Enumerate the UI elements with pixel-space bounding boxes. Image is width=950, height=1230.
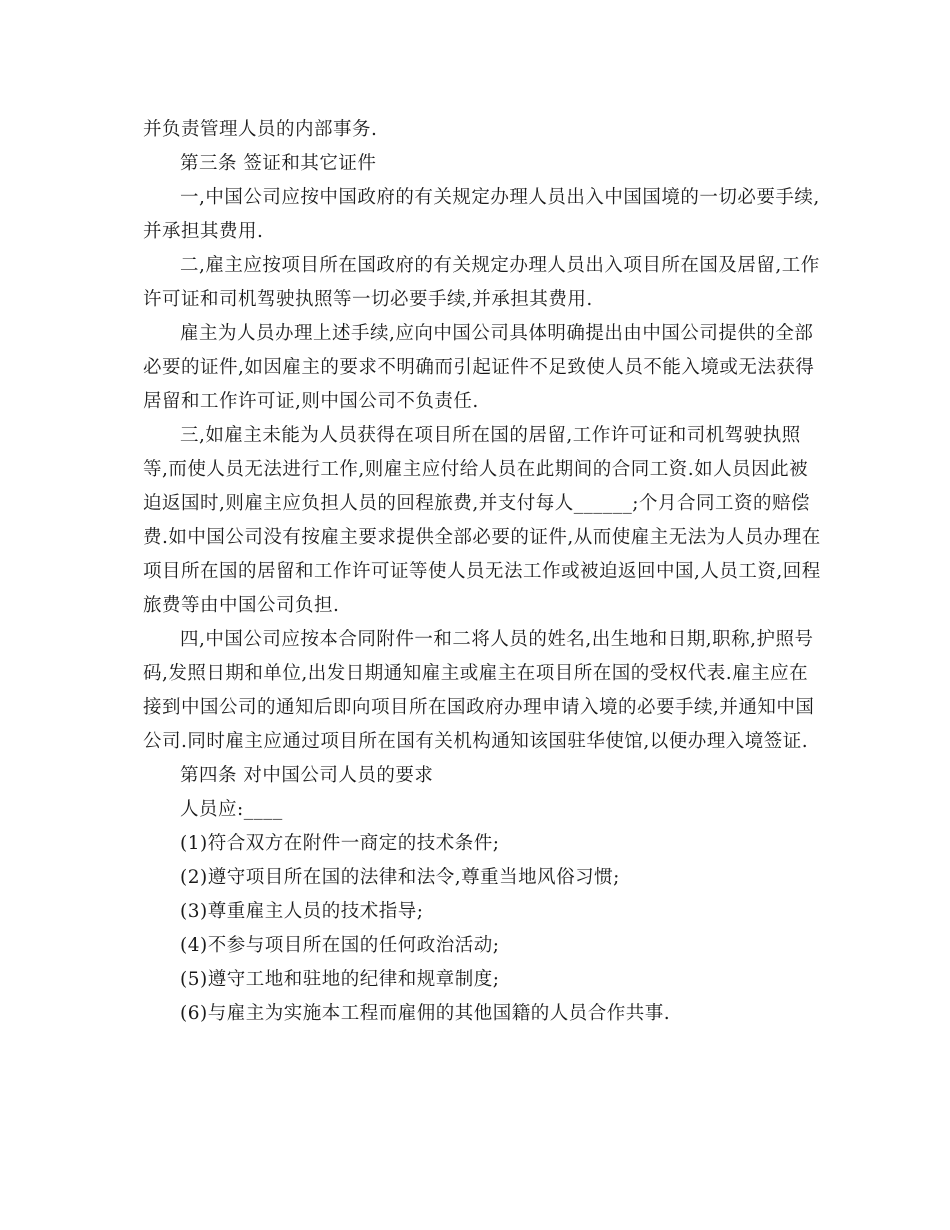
paragraph-personnel-shall (143, 793, 815, 827)
text-line: (5)遵守工地和驻地的纪律和规章制度; (180, 969, 500, 990)
text-line: 必要的证件,如因雇主的要求不明确而引起证件不足致使人员不能入境或无法获得 (143, 357, 815, 378)
text-line: 旅费等由中国公司负担. (143, 595, 340, 616)
text-line: 一,中国公司应按中国政府的有关规定办理人员出入中国国境的一切必要手续, (180, 187, 820, 208)
text-line: 公司.同时雇主应通过项目所在国有关机构通知该国驻华使馆,以便办理入境签证. (143, 731, 809, 752)
list-item-1 (143, 827, 815, 861)
list-item-6 (143, 997, 815, 1031)
paragraph-article-3-item-3 (143, 419, 821, 623)
text-line: 许可证和司机驾驶执照等一切必要手续,并承担其费用. (143, 289, 593, 310)
text-line: 项目所在国的居留和工作许可证等使人员无法工作或被迫返回中国,人员工资,回程 (143, 561, 821, 582)
text-line: 并负责管理人员的内部事务. (143, 119, 378, 140)
text-line: 码,发照日期和单位,出发日期通知雇主或雇主在项目所在国的受权代表.雇主应在 (143, 663, 809, 684)
paragraph-article-3-item-1 (143, 181, 820, 249)
text-line: (1)符合双方在附件一商定的技术条件; (180, 833, 500, 854)
paragraph-employer-procedures (143, 317, 815, 419)
text-line: (6)与雇主为实施本工程而雇佣的其他国籍的人员合作共事. (180, 1003, 671, 1024)
text-line: 迫返国时,则雇主应负担人员的回程旅费,并支付每人______;个月合同工资的赔偿 (143, 493, 810, 514)
list-item-2 (143, 861, 815, 895)
text-line: 费.如中国公司没有按雇主要求提供全部必要的证件,从而使雇主无法为人员办理在 (143, 527, 821, 548)
list-item-5 (143, 963, 815, 997)
article-3-heading (143, 147, 815, 181)
text-line: 第四条 对中国公司人员的要求 (180, 765, 434, 786)
text-line: 三,如雇主未能为人员获得在项目所在国的居留,工作许可证和司机驾驶执照 (180, 425, 801, 446)
article-4-heading (143, 759, 815, 793)
text-line: (3)尊重雇主人员的技术指导; (180, 901, 424, 922)
text-line: 人员应:____ (180, 799, 283, 820)
document-body (143, 113, 821, 1031)
text-line: 居留和工作许可证,则中国公司不负责任. (143, 391, 479, 412)
text-line: (2)遵守项目所在国的法律和法令,尊重当地风俗习惯; (180, 867, 620, 888)
text-line: (4)不参与项目所在国的任何政治活动; (180, 935, 500, 956)
text-line: 接到中国公司的通知后即向项目所在国政府办理申请入境的必要手续,并通知中国 (143, 697, 815, 718)
paragraph-article-3-item-2 (143, 249, 820, 317)
paragraph-continuation (143, 113, 815, 147)
paragraph-article-3-item-4 (143, 623, 815, 759)
text-line: 第三条 签证和其它证件 (180, 153, 377, 174)
text-line: 等,而使人员无法进行工作,则雇主应付给人员在此期间的合同工资.如人员因此被 (143, 459, 809, 480)
text-line: 二,雇主应按项目所在国政府的有关规定办理人员出入项目所在国及居留,工作 (180, 255, 820, 276)
list-item-4 (143, 929, 815, 963)
text-line: 并承担其费用. (143, 221, 264, 242)
text-line: 雇主为人员办理上述手续,应向中国公司具体明确提出由中国公司提供的全部 (180, 323, 814, 344)
text-line: 四,中国公司应按本合同附件一和二将人员的姓名,出生地和日期,职称,护照号 (180, 629, 814, 650)
list-item-3 (143, 895, 815, 929)
